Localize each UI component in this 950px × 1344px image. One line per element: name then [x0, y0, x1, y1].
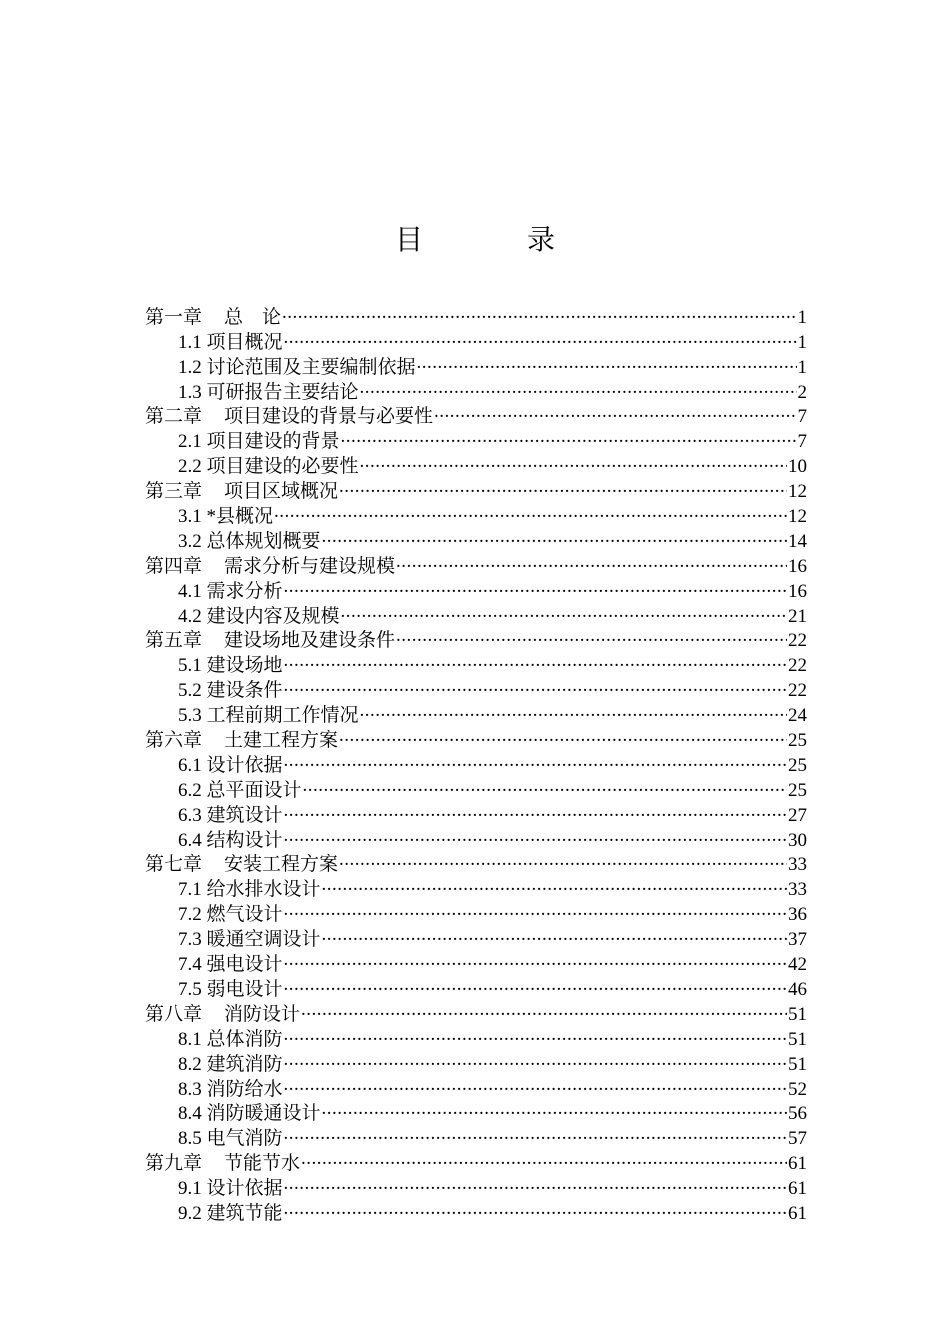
toc-entry-label	[178, 580, 283, 605]
toc-page-number: 27	[788, 804, 807, 826]
toc-page-number: 22	[788, 655, 807, 677]
toc-entry-label	[178, 679, 283, 704]
toc-entry-label	[178, 804, 283, 829]
toc-page-number: 46	[788, 978, 807, 1000]
toc-entry-label	[178, 654, 283, 679]
toc-entry-number: 8.2	[178, 1053, 202, 1075]
toc-entry-label	[178, 953, 283, 978]
toc-page-number: 25	[788, 754, 807, 776]
toc-page-number: 12	[788, 481, 807, 503]
toc-page-number: 1	[797, 306, 807, 328]
toc-entry-text: 建筑消防	[206, 1053, 283, 1075]
toc-dot-leader	[339, 472, 787, 497]
toc-page-number: 30	[788, 829, 807, 851]
toc-page-number: 22	[788, 630, 807, 652]
toc-entry-text: 设计依据	[206, 754, 283, 776]
toc-entry-text: 建设场地	[206, 655, 283, 677]
toc-dot-leader	[341, 422, 797, 447]
toc-dot-leader	[284, 970, 787, 995]
toc-entry-number: 第三章	[145, 481, 203, 503]
toc-page-number: 36	[788, 904, 807, 926]
toc-dot-leader	[284, 1070, 787, 1095]
toc-entry-number: 第七章	[145, 854, 203, 876]
toc-entry-label	[145, 306, 281, 331]
toc-page-number: 52	[788, 1078, 807, 1100]
toc-entry-label	[178, 754, 283, 779]
toc-page-number: 61	[788, 1153, 807, 1175]
toc-page-number: 51	[788, 1003, 807, 1025]
toc-page-number: 1	[797, 356, 807, 378]
toc-page-number: 57	[788, 1128, 807, 1150]
toc-dot-leader	[396, 622, 787, 647]
toc-page-number: 16	[788, 555, 807, 577]
toc-dot-leader	[284, 1020, 787, 1045]
toc-dot-leader	[339, 846, 787, 871]
toc-dot-leader	[322, 920, 787, 945]
toc-page-number: 22	[788, 680, 807, 702]
toc-entry-text: 安装工程方案	[224, 854, 339, 876]
toc-page-number: 51	[788, 1053, 807, 1075]
toc-dot-leader	[396, 547, 787, 572]
toc-entry-text: 总 论	[224, 306, 282, 328]
toc-dot-leader	[417, 348, 797, 373]
toc-entry-text: 土建工程方案	[224, 730, 339, 752]
toc-dot-leader	[360, 447, 787, 472]
toc-entry-number: 9.2	[178, 1202, 202, 1224]
toc-entry-number: 7.5	[178, 978, 202, 1000]
toc-entry-text: 结构设计	[206, 829, 283, 851]
toc-entry-label	[178, 1078, 283, 1103]
toc-dot-leader	[303, 771, 787, 796]
toc-entry-number: 1.3	[178, 381, 202, 403]
toc-entry-number: 6.1	[178, 754, 202, 776]
toc-page-number: 7	[797, 406, 807, 428]
toc-dot-leader	[284, 1045, 787, 1070]
toc-entry-text: 电气消防	[206, 1128, 283, 1150]
toc-dot-leader	[282, 298, 796, 323]
toc-dot-leader	[360, 373, 797, 398]
toc-entry-text: 燃气设计	[206, 904, 283, 926]
toc-entry-text: 讨论范围及主要编制依据	[206, 356, 416, 378]
toc-entry-label	[145, 1152, 300, 1177]
toc-dot-leader	[322, 522, 787, 547]
toc-entry-text: 项目区域概况	[224, 481, 339, 503]
toc-dot-leader	[284, 1119, 787, 1144]
toc-entry-number: 第四章	[145, 555, 203, 577]
toc-page-number: 12	[788, 506, 807, 528]
toc-entry-text: 项目概况	[206, 331, 283, 353]
toc-entry-number: 第九章	[145, 1153, 203, 1175]
toc-entry-label	[178, 455, 359, 480]
toc-entry-number: 1.1	[178, 331, 202, 353]
toc-dot-leader	[284, 1169, 787, 1194]
toc-page-number: 21	[788, 605, 807, 627]
toc-entry-label	[178, 331, 283, 356]
toc-dot-leader	[284, 945, 787, 970]
toc-page-number: 51	[788, 1028, 807, 1050]
toc-entry-number: 8.4	[178, 1103, 202, 1125]
toc-entry-label	[178, 1202, 283, 1227]
toc-page-number: 25	[788, 779, 807, 801]
toc-entry-number: 第八章	[145, 1003, 203, 1025]
toc-entry-text: 建筑节能	[206, 1202, 283, 1224]
toc-dot-leader	[274, 497, 787, 522]
toc-dot-leader	[284, 671, 787, 696]
toc-page-number: 33	[788, 879, 807, 901]
toc-entry-text: 给水排水设计	[206, 879, 321, 901]
toc-entry-number: 5.2	[178, 680, 202, 702]
toc-entry-number: 第一章	[145, 306, 203, 328]
toc-entry-label	[178, 704, 359, 729]
toc-entry-text: 建设条件	[206, 680, 283, 702]
toc-entry-text: 消防给水	[206, 1078, 283, 1100]
toc-entry-number: 5.3	[178, 705, 202, 727]
toc-entry-text: 项目建设的背景与必要性	[224, 406, 434, 428]
toc-entry-number: 2.1	[178, 431, 202, 453]
toc-entry-label	[178, 1053, 283, 1078]
toc-entry-text: 需求分析与建设规模	[224, 555, 396, 577]
table-of-contents	[145, 298, 807, 1224]
toc-entry-number: 第六章	[145, 730, 203, 752]
toc-entry-text: 建设内容及规模	[206, 605, 340, 627]
toc-page-number: 61	[788, 1202, 807, 1224]
toc-entry-number: 第五章	[145, 630, 203, 652]
toc-entry-text: *县概况	[206, 506, 274, 528]
toc-entry-text: 需求分析	[206, 580, 283, 602]
toc-entry-label	[178, 530, 321, 555]
toc-page-number: 33	[788, 854, 807, 876]
toc-entry-text: 项目建设的背景	[206, 431, 340, 453]
toc-entry-label	[178, 978, 283, 1003]
toc-dot-leader	[301, 1144, 787, 1169]
toc-entry-number: 4.1	[178, 580, 202, 602]
toc-page-number: 56	[788, 1103, 807, 1125]
toc-entry-text: 总平面设计	[206, 779, 302, 801]
toc-dot-leader	[284, 796, 787, 821]
toc-entry-number: 6.3	[178, 804, 202, 826]
toc-dot-leader	[284, 572, 787, 597]
toc-entry-number: 第二章	[145, 406, 203, 428]
toc-entry-number: 3.1	[178, 506, 202, 528]
toc-entry-text: 强电设计	[206, 954, 283, 976]
toc-entry-number: 9.1	[178, 1178, 202, 1200]
toc-dot-leader	[284, 323, 797, 348]
toc-entry-number: 7.4	[178, 954, 202, 976]
toc-chapter-entry[interactable]	[145, 298, 807, 328]
toc-entry-number: 4.2	[178, 605, 202, 627]
toc-entry-number: 7.3	[178, 929, 202, 951]
page-title: 目 录	[394, 223, 593, 256]
toc-entry-text: 建设场地及建设条件	[224, 630, 396, 652]
toc-page-number: 61	[788, 1178, 807, 1200]
toc-entry-label	[145, 853, 338, 878]
toc-dot-leader	[322, 870, 787, 895]
toc-entry-number: 8.3	[178, 1078, 202, 1100]
toc-page-number: 37	[788, 929, 807, 951]
toc-page-number: 7	[797, 431, 807, 453]
toc-entry-label	[178, 1177, 283, 1202]
toc-dot-leader	[301, 995, 787, 1020]
toc-entry-number: 1.2	[178, 356, 202, 378]
toc-page-number: 16	[788, 580, 807, 602]
toc-dot-leader	[434, 398, 796, 423]
toc-entry-number: 5.1	[178, 655, 202, 677]
toc-entry-text: 消防设计	[224, 1003, 301, 1025]
toc-entry-number: 6.4	[178, 829, 202, 851]
toc-dot-leader	[322, 1095, 787, 1120]
toc-entry-text: 可研报告主要结论	[206, 381, 359, 403]
toc-page-number: 14	[788, 530, 807, 552]
toc-entry-label	[178, 1127, 283, 1152]
toc-dot-leader	[360, 696, 787, 721]
toc-entry-text: 建筑设计	[206, 804, 283, 826]
toc-entry-text: 消防暖通设计	[206, 1103, 321, 1125]
toc-entry-number: 8.5	[178, 1128, 202, 1150]
toc-dot-leader	[284, 821, 787, 846]
toc-entry-label	[145, 1003, 300, 1028]
toc-page-number: 24	[788, 705, 807, 727]
toc-dot-leader	[284, 646, 787, 671]
toc-page-number: 1	[797, 331, 807, 353]
toc-page-number: 10	[788, 456, 807, 478]
toc-entry-text: 总体消防	[206, 1028, 283, 1050]
toc-page-number: 2	[797, 381, 807, 403]
toc-entry-number: 7.1	[178, 879, 202, 901]
toc-entry-text: 节能节水	[224, 1153, 301, 1175]
toc-dot-leader	[339, 721, 787, 746]
toc-entry-text: 工程前期工作情况	[206, 705, 359, 727]
toc-entry-label	[178, 381, 359, 406]
toc-dot-leader	[284, 1194, 787, 1219]
toc-page-number: 25	[788, 730, 807, 752]
toc-entry-number: 2.2	[178, 456, 202, 478]
toc-entry-label	[178, 505, 273, 530]
toc-dot-leader	[284, 746, 787, 771]
toc-entry-number: 6.2	[178, 779, 202, 801]
toc-dot-leader	[341, 597, 787, 622]
toc-entry-label	[178, 903, 283, 928]
toc-entry-label	[178, 1028, 283, 1053]
toc-page-number: 42	[788, 954, 807, 976]
toc-entry-text: 总体规划概要	[206, 530, 321, 552]
toc-entry-number: 3.2	[178, 530, 202, 552]
toc-entry-text: 弱电设计	[206, 978, 283, 1000]
toc-entry-label	[178, 430, 340, 455]
toc-entry-text: 暖通空调设计	[206, 929, 321, 951]
toc-entry-text: 项目建设的必要性	[206, 456, 359, 478]
toc-entry-text: 设计依据	[206, 1178, 283, 1200]
toc-entry-number: 7.2	[178, 904, 202, 926]
toc-entry-number: 8.1	[178, 1028, 202, 1050]
toc-entry-label	[178, 829, 283, 854]
toc-dot-leader	[284, 895, 787, 920]
toc-entry-label	[178, 605, 340, 630]
